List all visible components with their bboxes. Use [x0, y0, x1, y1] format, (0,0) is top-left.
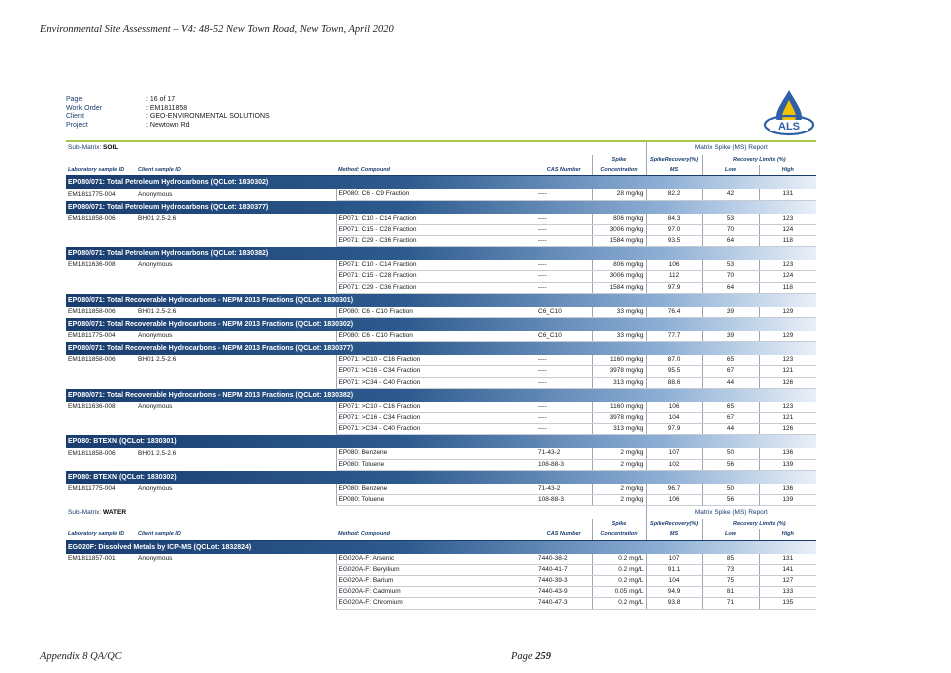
ms-recovery: 97.0	[646, 224, 702, 235]
ms-recovery: 106	[646, 260, 702, 271]
recovery-low: 71	[702, 598, 759, 609]
table-row	[66, 413, 816, 424]
recovery-high: 123	[759, 214, 816, 225]
empty-cell	[136, 413, 336, 424]
meta-key: Page	[66, 96, 83, 103]
lab-id-header: Laboratory sample ID	[66, 529, 136, 540]
client-sample-id: Anonymous	[138, 554, 173, 562]
cas-number: C6_C10	[536, 307, 592, 318]
recovery-low: 64	[702, 282, 759, 293]
client-id-header: Client sample ID	[136, 165, 336, 176]
recovery-low: 70	[702, 224, 759, 235]
empty-cell	[136, 271, 336, 282]
meta-value: : GEO-ENVIRONMENTAL SOLUTIONS	[146, 113, 270, 121]
logo-text: ALS	[778, 121, 800, 133]
spike-concentration: 806 mg/kg	[592, 214, 646, 225]
recovery-low: 67	[702, 366, 759, 377]
recovery-high: 133	[759, 587, 816, 598]
lab-sample-id: EM1811775-004	[68, 485, 116, 493]
table-row	[66, 214, 816, 225]
method-compound: EP080: Toluene	[336, 459, 536, 470]
recovery-high: 124	[759, 271, 816, 282]
meta-value: : 16 of 17	[146, 96, 176, 103]
recovery-high: 126	[759, 377, 816, 388]
table-row	[66, 448, 816, 459]
ms-recovery: 107	[646, 554, 702, 565]
recovery-high: 123	[759, 402, 816, 413]
ms-recovery: 88.6	[646, 377, 702, 388]
empty-cell	[66, 224, 136, 235]
spike-recovery-header: SpikeRecovery(%)	[646, 519, 702, 529]
matrix-spike-table	[66, 142, 816, 610]
spike-concentration: 0.05 mg/L	[592, 587, 646, 598]
spike-concentration: 2 mg/kg	[592, 448, 646, 459]
qc-group-header	[66, 435, 816, 449]
ms-report-header: Matrix Spike (MS) Report	[646, 142, 816, 155]
submatrix-row	[66, 142, 816, 155]
spike-concentration: 0.2 mg/L	[592, 576, 646, 587]
recovery-low: 56	[702, 495, 759, 506]
client-sample-id: Anonymous	[138, 190, 173, 198]
spike-concentration: 3978 mg/kg	[592, 366, 646, 377]
cas-number: ----	[536, 260, 592, 271]
qc-group-title: EG020F: Dissolved Metals by ICP-MS (QCLot: 1832824)	[66, 540, 816, 554]
recovery-high: 123	[759, 260, 816, 271]
method-compound: EP080: Benzene	[336, 484, 536, 495]
empty-cell	[66, 587, 136, 598]
spike-concentration: 33 mg/kg	[592, 307, 646, 318]
column-header-row	[66, 165, 816, 176]
spike-concentration: 3006 mg/kg	[592, 224, 646, 235]
lab-sample-id: EM1811775-004	[68, 332, 116, 340]
client-sample-id: Anonymous	[138, 261, 173, 269]
ms-recovery: 82.2	[646, 189, 702, 200]
empty-cell	[136, 236, 336, 247]
method-compound: EP080: C6 - C10 Fraction	[336, 307, 536, 318]
empty-cell	[66, 576, 136, 587]
ms-recovery: 76.4	[646, 307, 702, 318]
als-logo	[762, 88, 816, 138]
meta-value: : EM1811858	[146, 104, 188, 112]
table-row	[66, 282, 816, 293]
high-header: High	[759, 165, 816, 176]
recovery-high: 131	[759, 189, 816, 200]
submatrix-label	[66, 142, 646, 155]
spike-concentration: 28 mg/kg	[592, 189, 646, 200]
ms-recovery: 106	[646, 402, 702, 413]
empty-cell	[136, 459, 336, 470]
lab-sample-id: EM1811636-008	[68, 403, 116, 411]
client-sample-id: Anonymous	[138, 332, 173, 340]
method-compound: EP080: Benzene	[336, 448, 536, 459]
qc-group-title: EP080: BTEXN (QCLot: 1830302)	[66, 470, 816, 484]
cas-number: ----	[536, 224, 592, 235]
table-row	[66, 459, 816, 470]
cas-number: 7440-43-9	[536, 587, 592, 598]
cas-header: CAS Number	[536, 165, 592, 176]
qc-group-title: EP080/071: Total Recoverable Hydrocarbons - NEPM 2013 Fractions (QCLot: 1830377)	[66, 342, 816, 356]
lab-sample-id: EM1811636-008	[68, 261, 116, 269]
method-compound: EP071: C29 - C36 Fraction	[336, 236, 536, 247]
cas-number: ----	[536, 413, 592, 424]
spacer-cell	[66, 155, 592, 165]
spike-concentration: 806 mg/kg	[592, 260, 646, 271]
qc-group-header	[66, 388, 816, 402]
cas-number: 71-43-2	[536, 484, 592, 495]
spike-concentration: 0.2 mg/L	[592, 564, 646, 575]
ms-recovery: 106	[646, 495, 702, 506]
table-row	[66, 576, 816, 587]
spike-concentration: 1584 mg/kg	[592, 236, 646, 247]
recovery-high: 139	[759, 459, 816, 470]
recovery-low: 65	[702, 402, 759, 413]
cas-number: ----	[536, 189, 592, 200]
recovery-low: 42	[702, 189, 759, 200]
spike-concentration: 0.2 mg/L	[592, 598, 646, 609]
recovery-high: 129	[759, 331, 816, 342]
low-header: Low	[702, 165, 759, 176]
column-subheader-row	[66, 519, 816, 529]
spike-concentration: 2 mg/kg	[592, 459, 646, 470]
method-compound: EP071: C29 - C36 Fraction	[336, 282, 536, 293]
recovery-low: 44	[702, 377, 759, 388]
table-row	[66, 271, 816, 282]
spike-concentration: 313 mg/kg	[592, 377, 646, 388]
column-subheader-row	[66, 155, 816, 165]
recovery-high: 129	[759, 307, 816, 318]
recovery-high: 118	[759, 236, 816, 247]
recovery-high: 121	[759, 366, 816, 377]
client-id-header: Client sample ID	[136, 529, 336, 540]
submatrix-prefix: Sub-Matrix:	[68, 144, 102, 152]
low-header: Low	[702, 529, 759, 540]
spike-concentration: 3978 mg/kg	[592, 413, 646, 424]
lab-sample-id: EM1811858-006	[68, 308, 116, 316]
qc-group-title: EP080/071: Total Petroleum Hydrocarbons (QCLot: 1830302)	[66, 176, 816, 190]
table-row	[66, 224, 816, 235]
ms-recovery: 84.3	[646, 214, 702, 225]
submatrix-value: SOIL	[103, 144, 119, 152]
qc-group-header	[66, 470, 816, 484]
empty-cell	[136, 564, 336, 575]
client-sample-id: BH01 2.5-2.6	[138, 308, 177, 316]
recovery-limits-header: Recovery Limits (%)	[702, 155, 816, 165]
ms-recovery: 102	[646, 459, 702, 470]
footer-appendix: Appendix 8 QA/QC	[40, 651, 122, 662]
method-compound: EP071: >C16 - C34 Fraction	[336, 413, 536, 424]
recovery-low: 81	[702, 587, 759, 598]
method-compound: EP071: C10 - C14 Fraction	[336, 260, 536, 271]
recovery-high: 141	[759, 564, 816, 575]
method-compound: EP071: C15 - C28 Fraction	[336, 224, 536, 235]
cas-number: 7440-41-7	[536, 564, 592, 575]
cas-number: 108-88-3	[536, 459, 592, 470]
cas-number: 71-43-2	[536, 448, 592, 459]
spike-concentration: 33 mg/kg	[592, 331, 646, 342]
table-row	[66, 554, 816, 565]
recovery-low: 85	[702, 554, 759, 565]
submatrix-value: WATER	[103, 508, 127, 516]
table-row	[66, 260, 816, 271]
method-compound: EP080: Toluene	[336, 495, 536, 506]
recovery-low: 56	[702, 459, 759, 470]
cas-number: ----	[536, 355, 592, 366]
recovery-low: 67	[702, 413, 759, 424]
ms-recovery: 95.5	[646, 366, 702, 377]
method-compound: EG020A-F: Barium	[336, 576, 536, 587]
ms-header: MS	[646, 529, 702, 540]
method-compound: EP071: >C34 - C40 Fraction	[336, 377, 536, 388]
recovery-high: 121	[759, 413, 816, 424]
recovery-high: 136	[759, 484, 816, 495]
lab-sample-id: EM1811857-001	[68, 554, 116, 562]
spacer-cell	[66, 519, 592, 529]
qc-group-title: EP080/071: Total Recoverable Hydrocarbons - NEPM 2013 Fractions (QCLot: 1830301)	[66, 293, 816, 307]
cas-number: C6_C10	[536, 331, 592, 342]
qc-group-title: EP080/071: Total Petroleum Hydrocarbons (QCLot: 1830382)	[66, 247, 816, 261]
empty-cell	[136, 587, 336, 598]
table-row	[66, 331, 816, 342]
empty-cell	[66, 424, 136, 435]
high-header: High	[759, 529, 816, 540]
report-meta	[66, 96, 816, 140]
method-compound: EP071: >C16 - C34 Fraction	[336, 366, 536, 377]
recovery-low: 65	[702, 355, 759, 366]
ms-recovery: 112	[646, 271, 702, 282]
client-sample-id: BH01 2.5-2.6	[138, 356, 177, 364]
ms-header: MS	[646, 165, 702, 176]
ms-recovery: 91.1	[646, 564, 702, 575]
spike-concentration: 313 mg/kg	[592, 424, 646, 435]
empty-cell	[136, 576, 336, 587]
method-compound: EG020A-F: Chromium	[336, 598, 536, 609]
recovery-high: 131	[759, 554, 816, 565]
method-compound: EG020A-F: Cadmium	[336, 587, 536, 598]
submatrix-prefix: Sub-Matrix:	[68, 508, 102, 516]
ms-recovery: 104	[646, 413, 702, 424]
cas-number: ----	[536, 271, 592, 282]
recovery-low: 44	[702, 424, 759, 435]
qc-group-header	[66, 293, 816, 307]
recovery-limits-header: Recovery Limits (%)	[702, 519, 816, 529]
table-row	[66, 564, 816, 575]
cas-number: ----	[536, 424, 592, 435]
method-compound: EP080: C6 - C10 Fraction	[336, 331, 536, 342]
ms-recovery: 94.9	[646, 587, 702, 598]
recovery-high: 126	[759, 424, 816, 435]
lab-sample-id: EM1811858-006	[68, 356, 116, 364]
recovery-low: 75	[702, 576, 759, 587]
spike-concentration: 0.2 mg/L	[592, 554, 646, 565]
empty-cell	[66, 366, 136, 377]
meta-key: Client	[66, 113, 84, 121]
meta-row	[66, 122, 816, 131]
document-header: Environmental Site Assessment – V4: 48-52 New Town Road, New Town, April 2020	[40, 24, 394, 35]
method-compound: EP071: C10 - C14 Fraction	[336, 214, 536, 225]
submatrix-row	[66, 506, 816, 520]
empty-cell	[66, 282, 136, 293]
table-row	[66, 236, 816, 247]
empty-cell	[66, 413, 136, 424]
table-row	[66, 366, 816, 377]
method-compound: EG020A-F: Arsenic	[336, 554, 536, 565]
empty-cell	[66, 564, 136, 575]
ms-recovery: 97.9	[646, 282, 702, 293]
footer-page	[511, 651, 551, 662]
table-row	[66, 495, 816, 506]
lab-sample-id: EM1811858-006	[68, 449, 116, 457]
qc-group-header	[66, 176, 816, 190]
empty-cell	[136, 495, 336, 506]
recovery-low: 53	[702, 260, 759, 271]
qc-group-title: EP080/071: Total Petroleum Hydrocarbons (QCLot: 1830377)	[66, 200, 816, 214]
cas-header: CAS Number	[536, 529, 592, 540]
ms-recovery: 104	[646, 576, 702, 587]
empty-cell	[66, 495, 136, 506]
table-row	[66, 355, 816, 366]
meta-key: Project	[66, 121, 88, 129]
qc-group-title: EP080/071: Total Recoverable Hydrocarbons - NEPM 2013 Fractions (QCLot: 1830382)	[66, 388, 816, 402]
qc-group-header	[66, 247, 816, 261]
client-sample-id: BH01 2.5-2.6	[138, 449, 177, 457]
meta-key: Work Order	[66, 104, 103, 112]
recovery-high: 124	[759, 224, 816, 235]
recovery-high: 118	[759, 282, 816, 293]
qc-group-title: EP080: BTEXN (QCLot: 1830301)	[66, 435, 816, 449]
ms-recovery: 107	[646, 448, 702, 459]
spike-header: Spike	[592, 519, 646, 529]
client-sample-id: BH01 2.5-2.6	[138, 214, 177, 222]
recovery-low: 50	[702, 484, 759, 495]
table-row	[66, 377, 816, 388]
table-row	[66, 587, 816, 598]
recovery-high: 135	[759, 598, 816, 609]
empty-cell	[136, 282, 336, 293]
spike-concentration: 3006 mg/kg	[592, 271, 646, 282]
cas-number: ----	[536, 366, 592, 377]
ms-recovery: 97.9	[646, 424, 702, 435]
spike-concentration: 2 mg/kg	[592, 495, 646, 506]
ms-recovery: 93.5	[646, 236, 702, 247]
cas-number: ----	[536, 236, 592, 247]
spike-recovery-header: SpikeRecovery(%)	[646, 155, 702, 165]
method-header: Method: Compound	[336, 529, 536, 540]
qc-group-header	[66, 540, 816, 554]
table-row	[66, 307, 816, 318]
recovery-low: 70	[702, 271, 759, 282]
empty-cell	[136, 598, 336, 609]
cas-number: ----	[536, 377, 592, 388]
table-row	[66, 424, 816, 435]
spike-concentration: 2 mg/kg	[592, 484, 646, 495]
empty-cell	[66, 236, 136, 247]
ms-recovery: 96.7	[646, 484, 702, 495]
method-compound: EP080: C6 - C9 Fraction	[336, 189, 536, 200]
empty-cell	[66, 271, 136, 282]
recovery-high: 123	[759, 355, 816, 366]
ms-recovery: 87.0	[646, 355, 702, 366]
submatrix-label	[66, 506, 646, 520]
qc-group-header	[66, 200, 816, 214]
qc-group-header	[66, 342, 816, 356]
method-header: Method: Compound	[336, 165, 536, 176]
method-compound: EP071: >C34 - C40 Fraction	[336, 424, 536, 435]
cas-number: 7440-47-3	[536, 598, 592, 609]
client-sample-id: Anonymous	[138, 485, 173, 493]
cas-number: 7440-38-2	[536, 554, 592, 565]
spike-concentration: 1160 mg/kg	[592, 402, 646, 413]
recovery-low: 64	[702, 236, 759, 247]
recovery-high: 139	[759, 495, 816, 506]
recovery-high: 127	[759, 576, 816, 587]
cas-number: ----	[536, 402, 592, 413]
spike-concentration: 1160 mg/kg	[592, 355, 646, 366]
ms-report-header: Matrix Spike (MS) Report	[646, 506, 816, 520]
empty-cell	[66, 598, 136, 609]
footer-page-number: 259	[535, 651, 551, 662]
method-compound: EG020A-F: Beryllium	[336, 564, 536, 575]
ms-recovery: 77.7	[646, 331, 702, 342]
lab-sample-id: EM1811858-006	[68, 214, 116, 222]
empty-cell	[136, 424, 336, 435]
method-compound: EP071: >C10 - C16 Fraction	[336, 402, 536, 413]
cas-number: ----	[536, 214, 592, 225]
empty-cell	[66, 459, 136, 470]
meta-value: : Newtown Rd	[146, 121, 190, 129]
table-row	[66, 484, 816, 495]
spike-header: Spike	[592, 155, 646, 165]
recovery-low: 73	[702, 564, 759, 575]
lab-id-header: Laboratory sample ID	[66, 165, 136, 176]
cas-number: 108-88-3	[536, 495, 592, 506]
concentration-header: Concentration	[592, 165, 646, 176]
cas-number: 7440-39-3	[536, 576, 592, 587]
qc-report	[66, 96, 816, 610]
method-compound: EP071: >C10 - C16 Fraction	[336, 355, 536, 366]
empty-cell	[136, 377, 336, 388]
recovery-low: 39	[702, 331, 759, 342]
recovery-low: 53	[702, 214, 759, 225]
table-row	[66, 189, 816, 200]
recovery-low: 39	[702, 307, 759, 318]
recovery-low: 50	[702, 448, 759, 459]
qc-group-header	[66, 318, 816, 332]
meta-row	[66, 105, 816, 114]
meta-row	[66, 96, 816, 105]
empty-cell	[136, 224, 336, 235]
table-row	[66, 402, 816, 413]
client-sample-id: Anonymous	[138, 403, 173, 411]
empty-cell	[136, 366, 336, 377]
ms-recovery: 93.8	[646, 598, 702, 609]
meta-row	[66, 113, 816, 122]
footer-page-label: Page	[511, 651, 533, 662]
method-compound: EP071: C15 - C28 Fraction	[336, 271, 536, 282]
spike-concentration: 1584 mg/kg	[592, 282, 646, 293]
concentration-header: Concentration	[592, 529, 646, 540]
qc-group-title: EP080/071: Total Recoverable Hydrocarbons - NEPM 2013 Fractions (QCLot: 1830302)	[66, 318, 816, 332]
cas-number: ----	[536, 282, 592, 293]
table-row	[66, 598, 816, 609]
empty-cell	[66, 377, 136, 388]
recovery-high: 136	[759, 448, 816, 459]
lab-sample-id: EM1811775-004	[68, 190, 116, 198]
column-header-row	[66, 529, 816, 540]
